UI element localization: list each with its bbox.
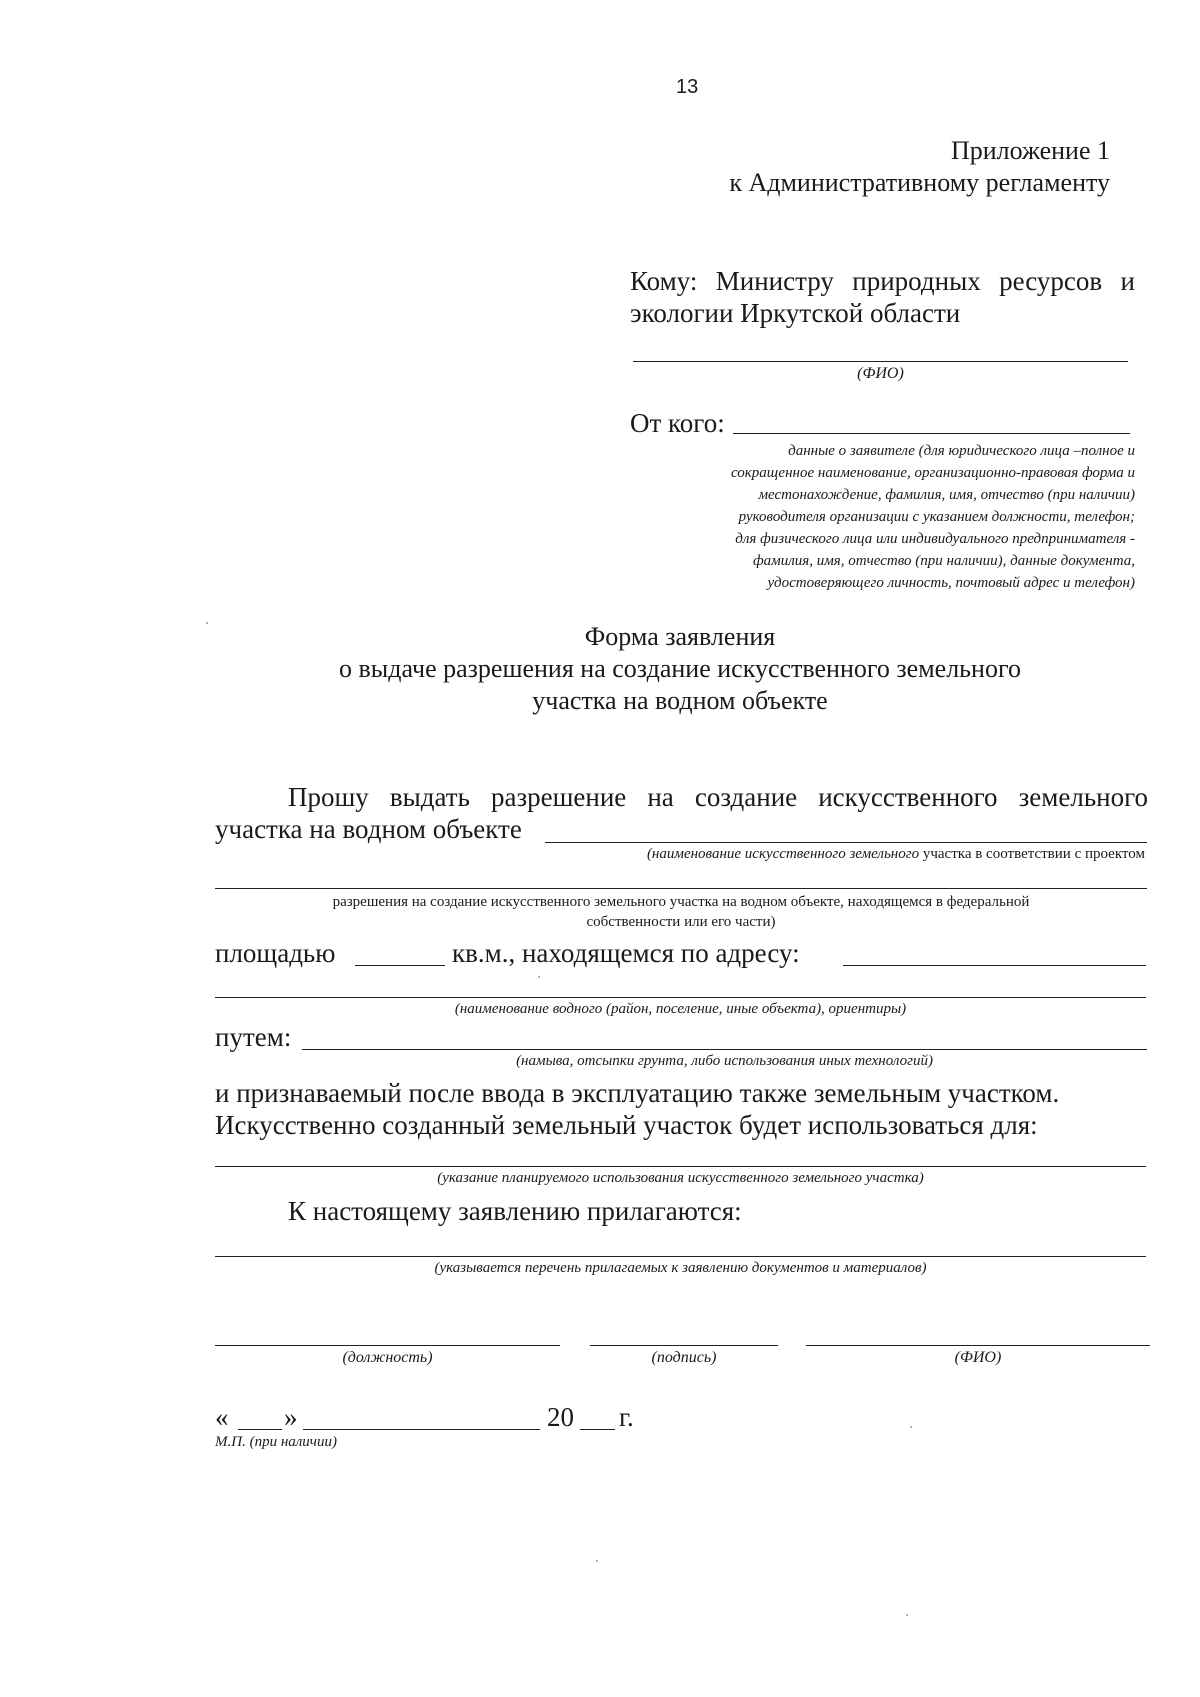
signature-field[interactable] — [590, 1345, 778, 1346]
request-text-line-2: участка на водном объекте — [215, 814, 522, 844]
form-title-line-1: Форма заявления — [584, 622, 776, 651]
stamp-note: М.П. (при наличии) — [215, 1434, 337, 1450]
usage-field[interactable] — [215, 1166, 1146, 1167]
method-field[interactable] — [302, 1049, 1147, 1050]
usage-caption: (указание планируемого использования искусственного земельного участка) — [437, 1170, 924, 1186]
position-field[interactable] — [215, 1345, 560, 1346]
position-caption: (должность) — [342, 1349, 433, 1366]
area-label: площадью — [215, 938, 336, 968]
addressee-fio-caption: (ФИО) — [857, 365, 904, 382]
date-day-field[interactable] — [238, 1429, 282, 1430]
from-label: От кого: — [630, 408, 725, 438]
land-plot-name-caption: (наименование искусственного земельного участка в соответствии с проектом — [646, 846, 1145, 862]
address-field[interactable] — [843, 965, 1146, 966]
request-text-line-1: Прошу выдать разрешение на создание искусственного земельного — [288, 782, 1148, 812]
address-caption: (наименование водного (район, поселение, иные объекта), ориентиры) — [454, 1001, 907, 1017]
method-label: путем: — [215, 1022, 292, 1052]
date-month-field[interactable] — [303, 1429, 540, 1430]
usage-text: Искусственно созданный земельный участок будет использоваться для: — [215, 1110, 1038, 1140]
area-field[interactable] — [355, 965, 445, 966]
scan-speck — [538, 976, 540, 978]
date-year-field[interactable] — [580, 1429, 615, 1430]
form-title-line-2: о выдаче разрешения на создание искусственного земельного — [339, 654, 1021, 683]
permit-caption-line-1: разрешения на создание искусственного земельного участка на водном объекте, находящемся в федеральной — [332, 894, 1030, 910]
attachments-label: К настоящему заявлению прилагаются: — [288, 1196, 742, 1226]
signer-fio-caption: (ФИО) — [954, 1349, 1002, 1366]
signature-caption: (подпись) — [651, 1349, 717, 1366]
form-title-line-3: участка на водном объекте — [532, 686, 828, 715]
attachments-field[interactable] — [215, 1256, 1146, 1257]
area-unit-address-label: кв.м., находящемся по адресу: — [452, 938, 800, 968]
addressee-line-2: экологии Иркутской области — [630, 298, 961, 328]
page-number: 13 — [676, 76, 699, 98]
scan-speck — [910, 1426, 912, 1428]
permit-caption-line-2: собственности или его части) — [586, 914, 776, 930]
address-field-line-2[interactable] — [215, 997, 1146, 998]
date-close-quote: » — [284, 1402, 298, 1432]
date-open-quote: « — [215, 1402, 229, 1432]
appendix-reference: к Административному регламенту — [729, 168, 1110, 197]
date-year-prefix: 20 — [547, 1402, 574, 1432]
applicant-field[interactable] — [733, 433, 1130, 434]
addressee-fio-field[interactable] — [633, 361, 1128, 362]
appendix-label: Приложение 1 — [950, 136, 1110, 165]
scan-speck — [596, 1560, 598, 1562]
addressee-line-1: Кому: Министру природных ресурсов и — [630, 266, 1135, 296]
method-caption: (намыва, отсыпки грунта, либо использования иных технологий) — [516, 1053, 933, 1069]
recognized-text: и признаваемый после ввода в эксплуатацию также земельным участком. — [215, 1078, 1060, 1108]
attachments-caption: (указывается перечень прилагаемых к заявлению документов и материалов) — [434, 1260, 927, 1276]
land-plot-name-field[interactable] — [545, 842, 1147, 843]
project-name-field[interactable] — [215, 888, 1147, 889]
date-year-suffix: г. — [619, 1402, 634, 1432]
scan-speck — [906, 1614, 908, 1616]
applicant-note: данные о заявителе (для юридического лица –полное и сокращенное наименование, организационно-правовая форма и местонахождение, фамилия, имя, отчество (при наличии) руководителя организации с указанием должности, телефон; для физического лица или индивидуального предпринимателя - фамилия, имя, отчество (при наличии), данные документа, удостоверяющего личность, почтовый адрес и телефон) — [730, 443, 1135, 591]
scan-speck — [206, 622, 208, 624]
signer-fio-field[interactable] — [806, 1345, 1150, 1346]
